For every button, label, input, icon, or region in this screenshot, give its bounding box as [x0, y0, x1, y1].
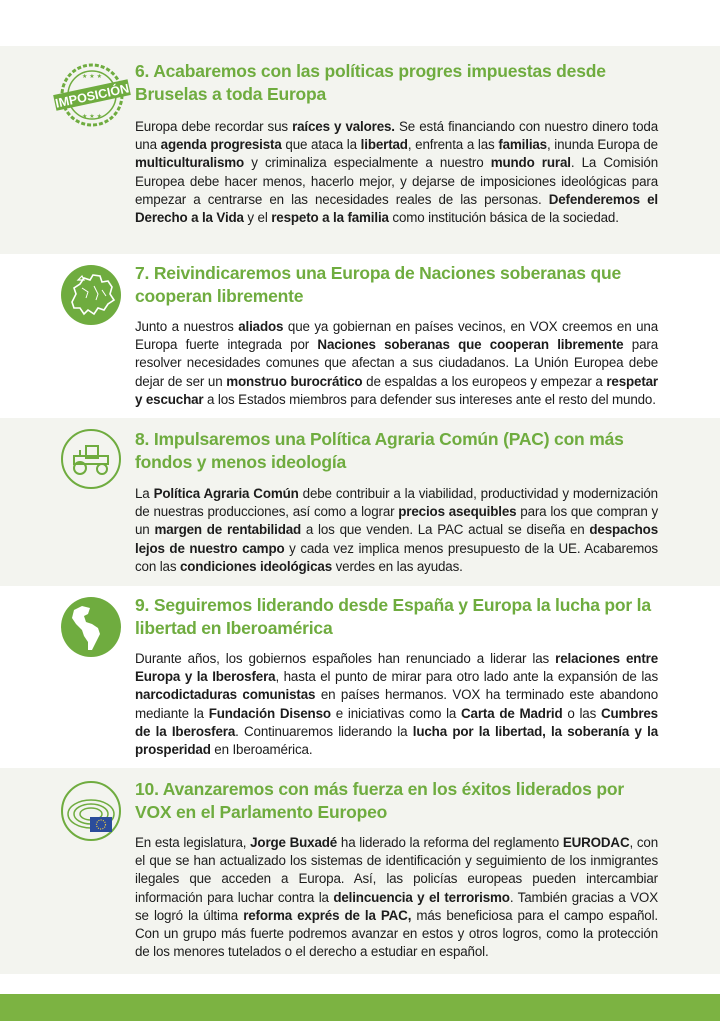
tractor-icon [60, 428, 122, 490]
section-9-body: Durante años, los gobiernos españoles han renunciado a liderar las relaciones entre Europa y la Iberosfera, hasta el punto de mirar para otro lado ante la expansión de las narcodictaduras comunistas en países hermanos. VOX ha terminado este abandono mediante la Fundación Disenso e iniciativas como la Carta de Madrid o las Cumbres de la Iberosfera. Continuaremos liderando la lucha por la libertad, la soberanía y la prosperidad en Iberoamérica. [135, 651, 659, 758]
section-10-body: En esta legislatura, Jorge Buxadé ha liderado la reforma del reglamento EURODAC, con el que se han actualizado los sistemas de identificación y seguimiento de los inmigrantes ilegales que acceden a Europa. Así, las policías europeas pueden intercambiar información para luchar contra la delincuencia y el terrorismo. También gracias a VOX se logró la última reforma exprés de la PAC, más beneficiosa para el campo español. Con un grupo más fuerte podremos avanzar en estos y otros logros, como la protección de los menores tutelados o el derecho a estudiar en español. [135, 835, 658, 960]
section-6 [0, 46, 720, 254]
emphasis-text: Defenderemos el Derecho a la Vida [135, 191, 658, 226]
europe-map-icon [60, 264, 122, 326]
section-7-body: Junto a nuestros aliados que ya gobiernan en países vecinos, en VOX creemos en una Europa fuerte integrada por Naciones soberanas que cooperan libremente para resolver necesidades comunes que afectan a sus ciudadanos. La Unión Europea debe dejar de ser un monstruo burocrático de espaldas a los europeos y empezar a respetar y escuchar a los Estados miembros para defender sus intereses ante el resto del mundo. [135, 319, 659, 407]
emphasis-text: relaciones entre Europa y la Iberosfera [135, 651, 659, 685]
emphasis-text: reforma exprés de la PAC, [243, 907, 412, 923]
emphasis-text: condiciones ideológicas [179, 558, 333, 574]
european-parliament-icon [60, 780, 122, 842]
emphasis-text: respetar y escuchar [135, 373, 658, 407]
emphasis-text: Cumbres de la Iberosfera [135, 705, 658, 739]
emphasis-text: delincuencia y el terrorismo [333, 889, 510, 905]
svg-text:★ ★ ★: ★ ★ ★ [82, 73, 102, 80]
emphasis-text: EURODAC [562, 835, 630, 850]
emphasis-text: precios asequibles [398, 504, 517, 520]
section-10 [0, 768, 720, 974]
section-10-title: 10. Avanzaremos con más fuerza en los éxitos liderados por VOX en el Parlamento Europeo [135, 779, 624, 822]
section-6-title: 6. Acabaremos con las políticas progres impuestas desde Bruselas a toda Europa [135, 61, 606, 104]
section-8-body: La Política Agraria Común debe contribuir a la viabilidad, productividad y modernización de nuestras producciones, así como a lograr precios asequibles para los que compran y un margen de rentabilidad a los que venden. La PAC actual se diseña en despachos lejos de nuestro campo y cada vez implica menos presupuesto de la UE. Acabaremos con las condiciones ideológicas verdes en las ayudas. [135, 486, 659, 574]
emphasis-text: despachos lejos de nuestro campo [135, 522, 658, 556]
emphasis-text: raíces y valores. [292, 119, 395, 134]
emphasis-text: Política Agraria Común [153, 486, 299, 501]
imposicion-stamp-icon [53, 62, 131, 128]
emphasis-text: monstruo burocrático [226, 373, 363, 389]
emphasis-text: Naciones soberanas que cooperan libremente [317, 337, 624, 353]
footer-bar [0, 994, 720, 1021]
emphasis-text: Jorge Buxadé [250, 835, 338, 850]
stamp-label: IMPOSICIÓN [54, 81, 131, 111]
emphasis-text: respeto a la familia [271, 210, 389, 226]
section-9-title: 9. Seguiremos liderando desde España y Europa la lucha por la libertad en Iberoamérica [135, 595, 651, 638]
emphasis-text: lucha por la libertad, la soberanía y la prosperidad [135, 723, 658, 758]
emphasis-text: margen de rentabilidad [154, 522, 302, 538]
section-9 [0, 586, 720, 768]
section-8-title: 8. Impulsaremos una Política Agraria Común (PAC) con más fondos y menos ideología [135, 429, 624, 472]
section-6-body: Europa debe recordar sus raíces y valores. Se está financiando con nuestro dinero toda una agenda progresista que ataca la libertad, enfrenta a las familias, inunda Europa de multiculturalismo y criminaliza especialmente a nuestro mundo rural. La Comisión Europea debe hacer menos, hacerlo mejor, y dejarse de imposiciones ideológicas para empezar a centrarse en las necesidades reales de las personas. Defenderemos el Derecho a la Vida y el respeto a la familia como institución básica de la sociedad. [135, 119, 659, 226]
section-7-title: 7. Reivindicaremos una Europa de Naciones soberanas que cooperan libremente [135, 263, 621, 306]
svg-text:★ ★ ★: ★ ★ ★ [82, 113, 102, 120]
emphasis-text: aliados [238, 319, 284, 334]
emphasis-text: familias [498, 137, 547, 153]
americas-globe-icon [60, 596, 122, 658]
emphasis-text: narcodictaduras comunistas [135, 687, 316, 703]
section-7 [0, 254, 720, 418]
emphasis-text: Carta de Madrid [461, 705, 563, 721]
section-8 [0, 418, 720, 586]
emphasis-text: agenda progresista [160, 137, 282, 153]
emphasis-text: multiculturalismo [135, 155, 245, 171]
emphasis-text: Fundación Disenso [208, 705, 331, 721]
emphasis-text: libertad [360, 137, 408, 153]
emphasis-text: mundo rural [490, 155, 571, 171]
